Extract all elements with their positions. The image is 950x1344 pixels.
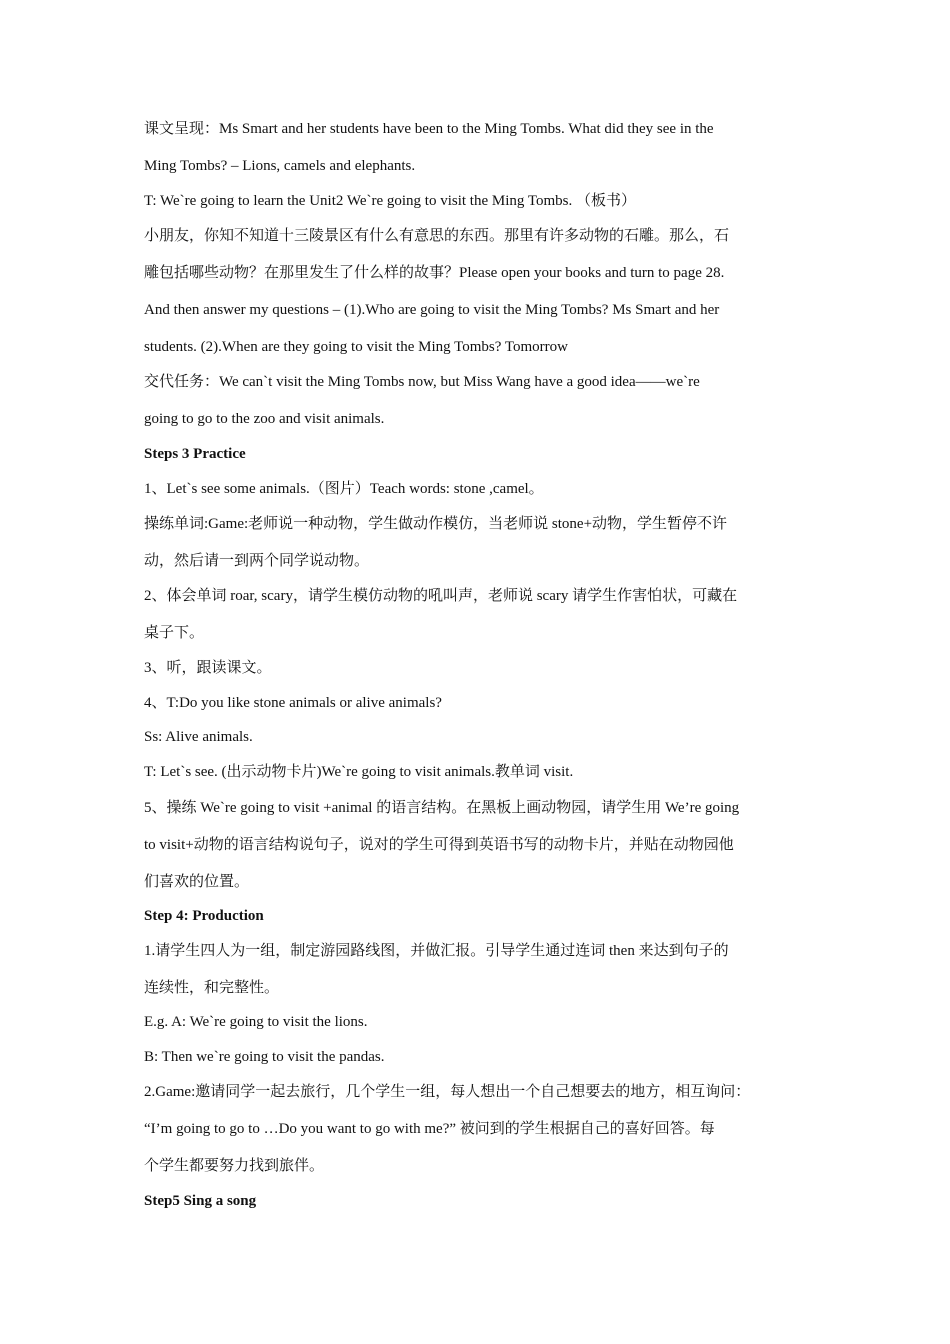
text-line: 连续性，和完整性。: [144, 980, 280, 996]
text-line: T: Let`s see. (出示动物卡片)We`re going to visit animals.教单词 visit.: [144, 764, 574, 780]
text-line: T: We`re going to learn the Unit2 We`re going to visit the Ming Tombs. （板书）: [144, 193, 636, 209]
section-heading: Steps 3 Practice: [144, 446, 246, 462]
text-line: E.g. A: We`re going to visit the lions.: [144, 1014, 368, 1030]
text-line: 4、T:Do you like stone animals or alive animals?: [144, 695, 442, 711]
text-line: 2、体会单词 roar, scary，请学生模仿动物的吼叫声，老师说 scary 请学生作害怕状，可藏在: [144, 588, 738, 604]
text-line: students. (2).When are they going to visit the Ming Tombs? Tomorrow: [144, 339, 568, 355]
section-heading: Step 4: Production: [144, 908, 264, 924]
text-line: 1.请学生四人为一组，制定游园路线图，并做汇报。引导学生通过连词 then 来达到句子的: [144, 943, 729, 959]
text-line: 动，然后请一到两个同学说动物。: [144, 553, 370, 569]
text-line: “I’m going to go to …Do you want to go with me?” 被问到的学生根据自己的喜好回答。每: [144, 1121, 715, 1137]
text-line: 课文呈现：Ms Smart and her students have been to the Ming Tombs. What did they see in the: [144, 121, 714, 137]
text-line: 们喜欢的位置。: [144, 874, 250, 890]
text-line: 2.Game:邀请同学一起去旅行，几个学生一组，每人想出一个自己想要去的地方，相互询问：: [144, 1084, 751, 1100]
text-line: going to go to the zoo and visit animals.: [144, 411, 385, 427]
text-line: to visit+动物的语言结构说句子，说对的学生可得到英语书写的动物卡片，并贴在动物园他: [144, 837, 734, 853]
text-line: 1、Let`s see some animals.（图片）Teach words: stone ,camel。: [144, 481, 544, 497]
text-line: 3、听，跟读课文。: [144, 660, 272, 676]
text-line: 个学生都要努力找到旅伴。: [144, 1158, 325, 1174]
text-line: 5、操练 We`re going to visit +animal 的语言结构。在黑板上画动物园，请学生用 We’re going: [144, 800, 740, 816]
text-line: 雕包括哪些动物？在那里发生了什么样的故事？Please open your books and turn to page 28.: [144, 265, 725, 281]
text-line: 小朋友，你知不知道十三陵景区有什么有意思的东西。那里有许多动物的石雕。那么，石: [144, 228, 730, 244]
section-heading: Step5 Sing a song: [144, 1193, 257, 1209]
text-line: 交代任务：We can`t visit the Ming Tombs now, but Miss Wang have a good idea——we`re: [144, 374, 700, 390]
text-line: Ming Tombs? – Lions, camels and elephants.: [144, 158, 416, 174]
text-line: 操练单词:Game:老师说一种动物，学生做动作模仿，当老师说 stone+动物，学生暂停不许: [144, 516, 728, 532]
text-line: B: Then we`re going to visit the pandas.: [144, 1049, 385, 1065]
text-line: 桌子下。: [144, 625, 205, 641]
text-line: Ss: Alive animals.: [144, 729, 253, 745]
text-line: And then answer my questions – (1).Who are going to visit the Ming Tombs? Ms Smart and her: [144, 302, 720, 318]
